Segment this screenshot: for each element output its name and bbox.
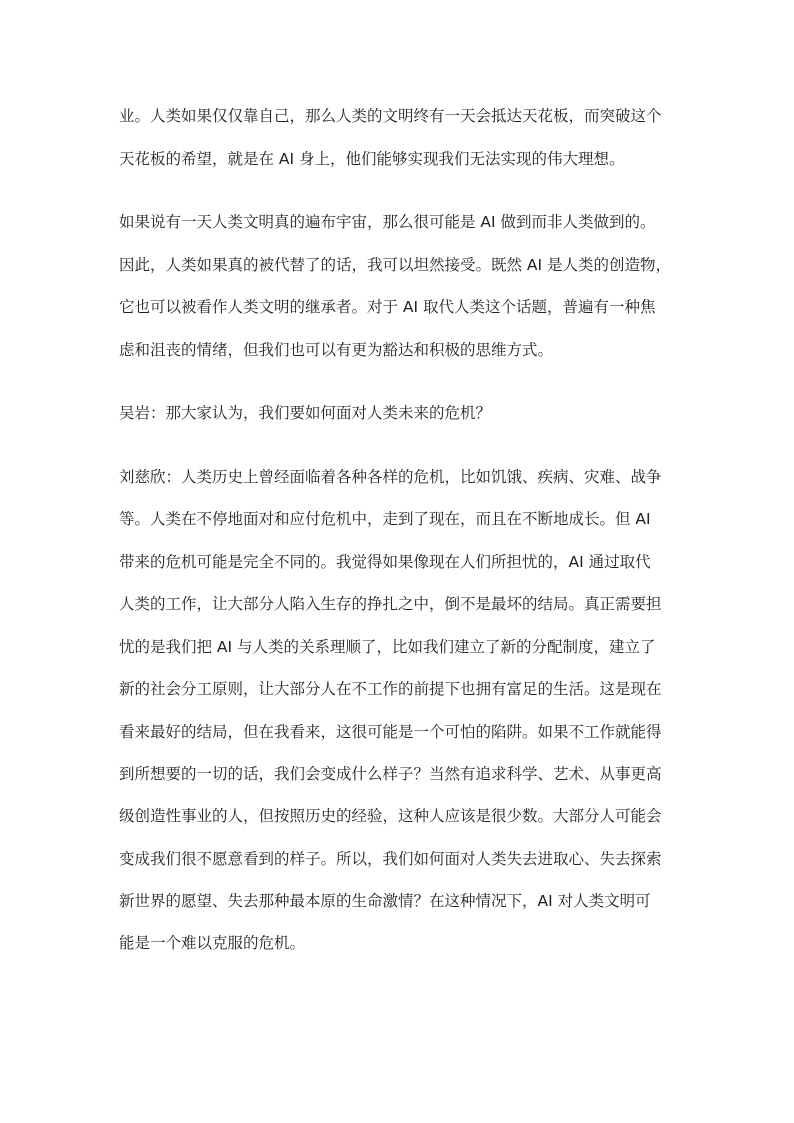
paragraph-2-line-2: 因此，人类如果真的被代替了的话，我可以坦然接受。既然 AI 是人类的创造物， [119, 256, 672, 274]
paragraph-4-line-1: 刘慈欣：人类历史上曾经面临着各种各样的危机，比如饥饿、疾病、灾难、战争 [119, 468, 662, 486]
paragraph-2-line-1: 如果说有一天人类文明真的遍布宇宙，那么很可能是 AI 做到而非人类做到的。 [119, 213, 656, 231]
paragraph-4-line-6: 新的社会分工原则，让大部分人在不工作的前提下也拥有富足的生活。这是现在 [119, 680, 662, 698]
paragraph-4-line-10: 变成我们很不愿意看到的样子。所以，我们如何面对人类失去进取心、失去探索 [119, 850, 662, 868]
paragraph-4-line-2: 等。人类在不停地面对和应付危机中，走到了现在，而且在不断地成长。但 AI [119, 510, 651, 528]
paragraph-4-line-11: 新世界的愿望、失去那种最本原的生命激情？在这种情况下，AI 对人类文明可 [119, 892, 651, 910]
paragraph-4-line-7: 看来最好的结局，但在我看来，这很可能是一个可怕的陷阱。如果不工作就能得 [119, 723, 662, 741]
paragraph-4-line-9: 级创造性事业的人，但按照历史的经验，这种人应该是很少数。大部分人可能会 [119, 807, 662, 825]
paragraph-1-line-2: 天花板的希望，就是在 AI 身上，他们能够实现我们无法实现的伟大理想。 [119, 150, 625, 168]
paragraph-4-line-4: 人类的工作，让大部分人陷入生存的挣扎之中，倒不是最坏的结局。真正需要担 [119, 595, 662, 613]
paragraph-2-line-3: 它也可以被看作人类文明的继承者。对于 AI 取代人类这个话题，普遍有一种焦 [119, 298, 656, 316]
paragraph-4-line-8: 到所想要的一切的话，我们会变成什么样子？当然有追求科学、艺术、从事更高 [119, 765, 662, 783]
paragraph-3-line-1: 吴岩：那大家认为，我们要如何面对人类未来的危机？ [119, 404, 492, 422]
paragraph-1-line-1: 业。人类如果仅仅靠自己，那么人类的文明终有一天会抵达天花板，而突破这个 [119, 107, 662, 125]
paragraph-4-line-3: 带来的危机可能是完全不同的。我觉得如果像现在人们所担忧的，AI 通过取代 [119, 553, 651, 571]
paragraph-2-line-4: 虑和沮丧的情绪，但我们也可以有更为豁达和积极的思维方式。 [119, 341, 554, 359]
paragraph-4-line-5: 忧的是我们把 AI 与人类的关系理顺了，比如我们建立了新的分配制度，建立了 [119, 638, 656, 656]
paragraph-4-line-12: 能是一个难以克服的危机。 [119, 934, 306, 952]
